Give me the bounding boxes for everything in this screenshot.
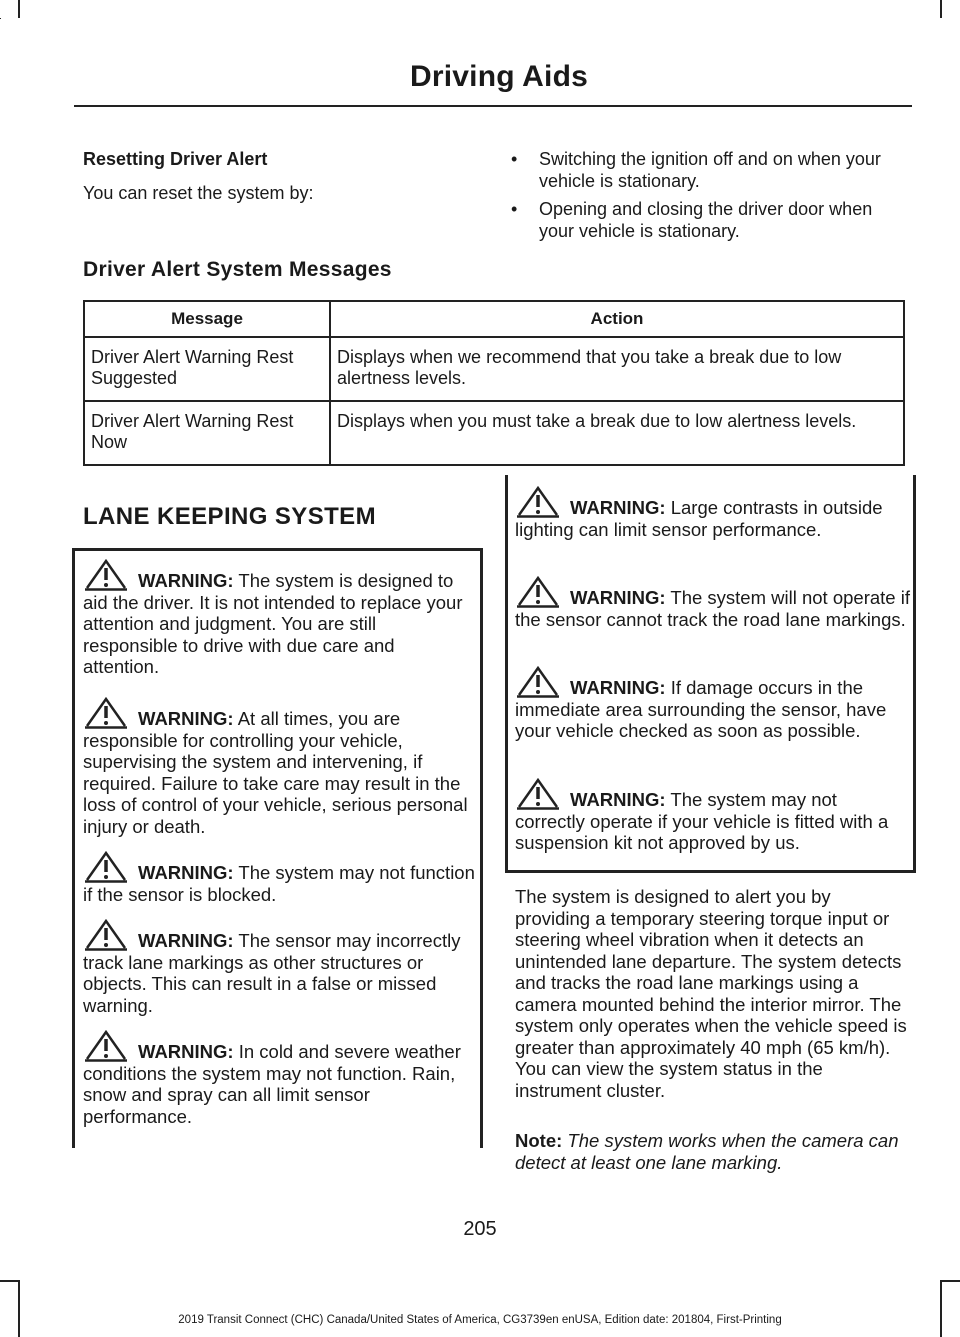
warning-label: WARNING:	[138, 570, 234, 591]
action-cell: Displays when we recommend that you take a break due to low alertness levels.	[330, 337, 904, 401]
page-number: 205	[463, 1218, 497, 1240]
messages-heading: Driver Alert System Messages	[83, 258, 392, 281]
crop-mark	[18, 0, 20, 18]
warning-label: WARNING:	[570, 497, 666, 518]
warning-item	[515, 666, 910, 742]
action-cell: Displays when you must take a break due to low alertness levels.	[330, 401, 904, 465]
message-cell: Driver Alert Warning Rest Suggested	[84, 337, 330, 401]
table-row	[84, 337, 904, 401]
note-label: Note:	[515, 1130, 563, 1151]
crop-mark	[942, 1280, 960, 1282]
footer-edition-text: 2019 Transit Connect (CHC) Canada/United States of America, CG3739en enUSA, Edition date: 201804, First-Printing	[178, 1314, 782, 1326]
warning-text: In cold and severe weather conditions the system may not function. Rain, snow and spray can all limit sensor performance.	[83, 1041, 461, 1127]
resetting-intro: You can reset the system by:	[83, 183, 314, 203]
warning-text: At all times, you are responsible for controlling your vehicle, supervising the system and intervening, if required. Failure to take care may result in the loss of control of your vehicle, serious personal injury or death.	[83, 708, 468, 837]
warning-label: WARNING:	[138, 930, 234, 951]
note-text: The system works when the camera can detect at least one lane marking.	[515, 1130, 899, 1173]
warning-triangle-icon	[83, 559, 129, 591]
crop-mark	[18, 1280, 20, 1337]
crop-mark	[940, 0, 942, 18]
crop-mark	[940, 1280, 942, 1337]
lane-keeping-note	[515, 1130, 910, 1173]
message-cell: Driver Alert Warning Rest Now	[84, 401, 330, 465]
warning-triangle-icon	[515, 486, 561, 518]
warning-text: Large contrasts in outside lighting can limit sensor performance.	[515, 497, 883, 540]
warning-text: The sensor may incorrectly track lane markings as other structures or objects. This can result in a false or missed warning.	[83, 930, 461, 1016]
warning-item	[83, 559, 475, 678]
warning-text: The system will not operate if the sensor cannot track the road lane markings.	[515, 587, 910, 630]
table-row	[84, 401, 904, 465]
list-item: • Opening and closing the driver door when your vehicle is stationary.	[505, 199, 910, 242]
messages-table	[83, 300, 905, 466]
lane-keeping-heading: LANE KEEPING SYSTEM	[83, 503, 376, 530]
header-divider	[74, 105, 912, 107]
warning-text: The system may not function if the sensor is blocked.	[83, 862, 475, 905]
column-header-message: Message	[84, 301, 330, 337]
warning-triangle-icon	[83, 851, 129, 883]
crop-mark	[0, 18, 1, 19]
list-item: • Switching the ignition off and on when your vehicle is stationary.	[505, 149, 910, 192]
warning-item	[83, 697, 475, 837]
column-header-action: Action	[330, 301, 904, 337]
warning-text: The system may not correctly operate if your vehicle is fitted with a suspension kit not approved by us.	[515, 789, 889, 853]
warning-text: If damage occurs in the immediate area surrounding the sensor, have your vehicle checked as soon as possible.	[515, 677, 887, 741]
warning-label: WARNING:	[138, 708, 234, 729]
warning-triangle-icon	[83, 919, 129, 951]
warning-text: The system is designed to aid the driver. It is not intended to replace your attention and judgment. You are still responsible to drive with due care and attention.	[83, 570, 463, 677]
warning-item	[83, 919, 475, 1016]
warning-label: WARNING:	[570, 677, 666, 698]
warning-label: WARNING:	[570, 587, 666, 608]
warning-item	[515, 576, 910, 630]
warning-item	[83, 1030, 475, 1127]
warning-triangle-icon	[515, 666, 561, 698]
warning-label: WARNING:	[138, 862, 234, 883]
lane-keeping-description: The system is designed to alert you by providing a temporary steering torque input or steering wheel vibration when it detects an unintended lane departure. The system detects and tracks the road lane markings using a camera mounted behind the interior mirror. The system only operates when the vehicle speed is greater than approximately 40 mph (65 km/h). You can view the system status in the instrument cluster.	[515, 886, 907, 1101]
warning-item	[83, 851, 475, 905]
crop-mark	[0, 1280, 18, 1282]
warning-triangle-icon	[83, 1030, 129, 1062]
warning-label: WARNING:	[138, 1041, 234, 1062]
warning-label: WARNING:	[570, 789, 666, 810]
page-title: Driving Aids	[410, 60, 588, 93]
table-header-row	[84, 301, 904, 337]
warning-triangle-icon	[515, 576, 561, 608]
warning-triangle-icon	[515, 778, 561, 810]
resetting-heading: Resetting Driver Alert	[83, 149, 268, 169]
warning-item	[515, 778, 910, 854]
warning-item	[515, 486, 910, 540]
resetting-bullet-list	[505, 149, 910, 249]
warning-triangle-icon	[83, 697, 129, 729]
